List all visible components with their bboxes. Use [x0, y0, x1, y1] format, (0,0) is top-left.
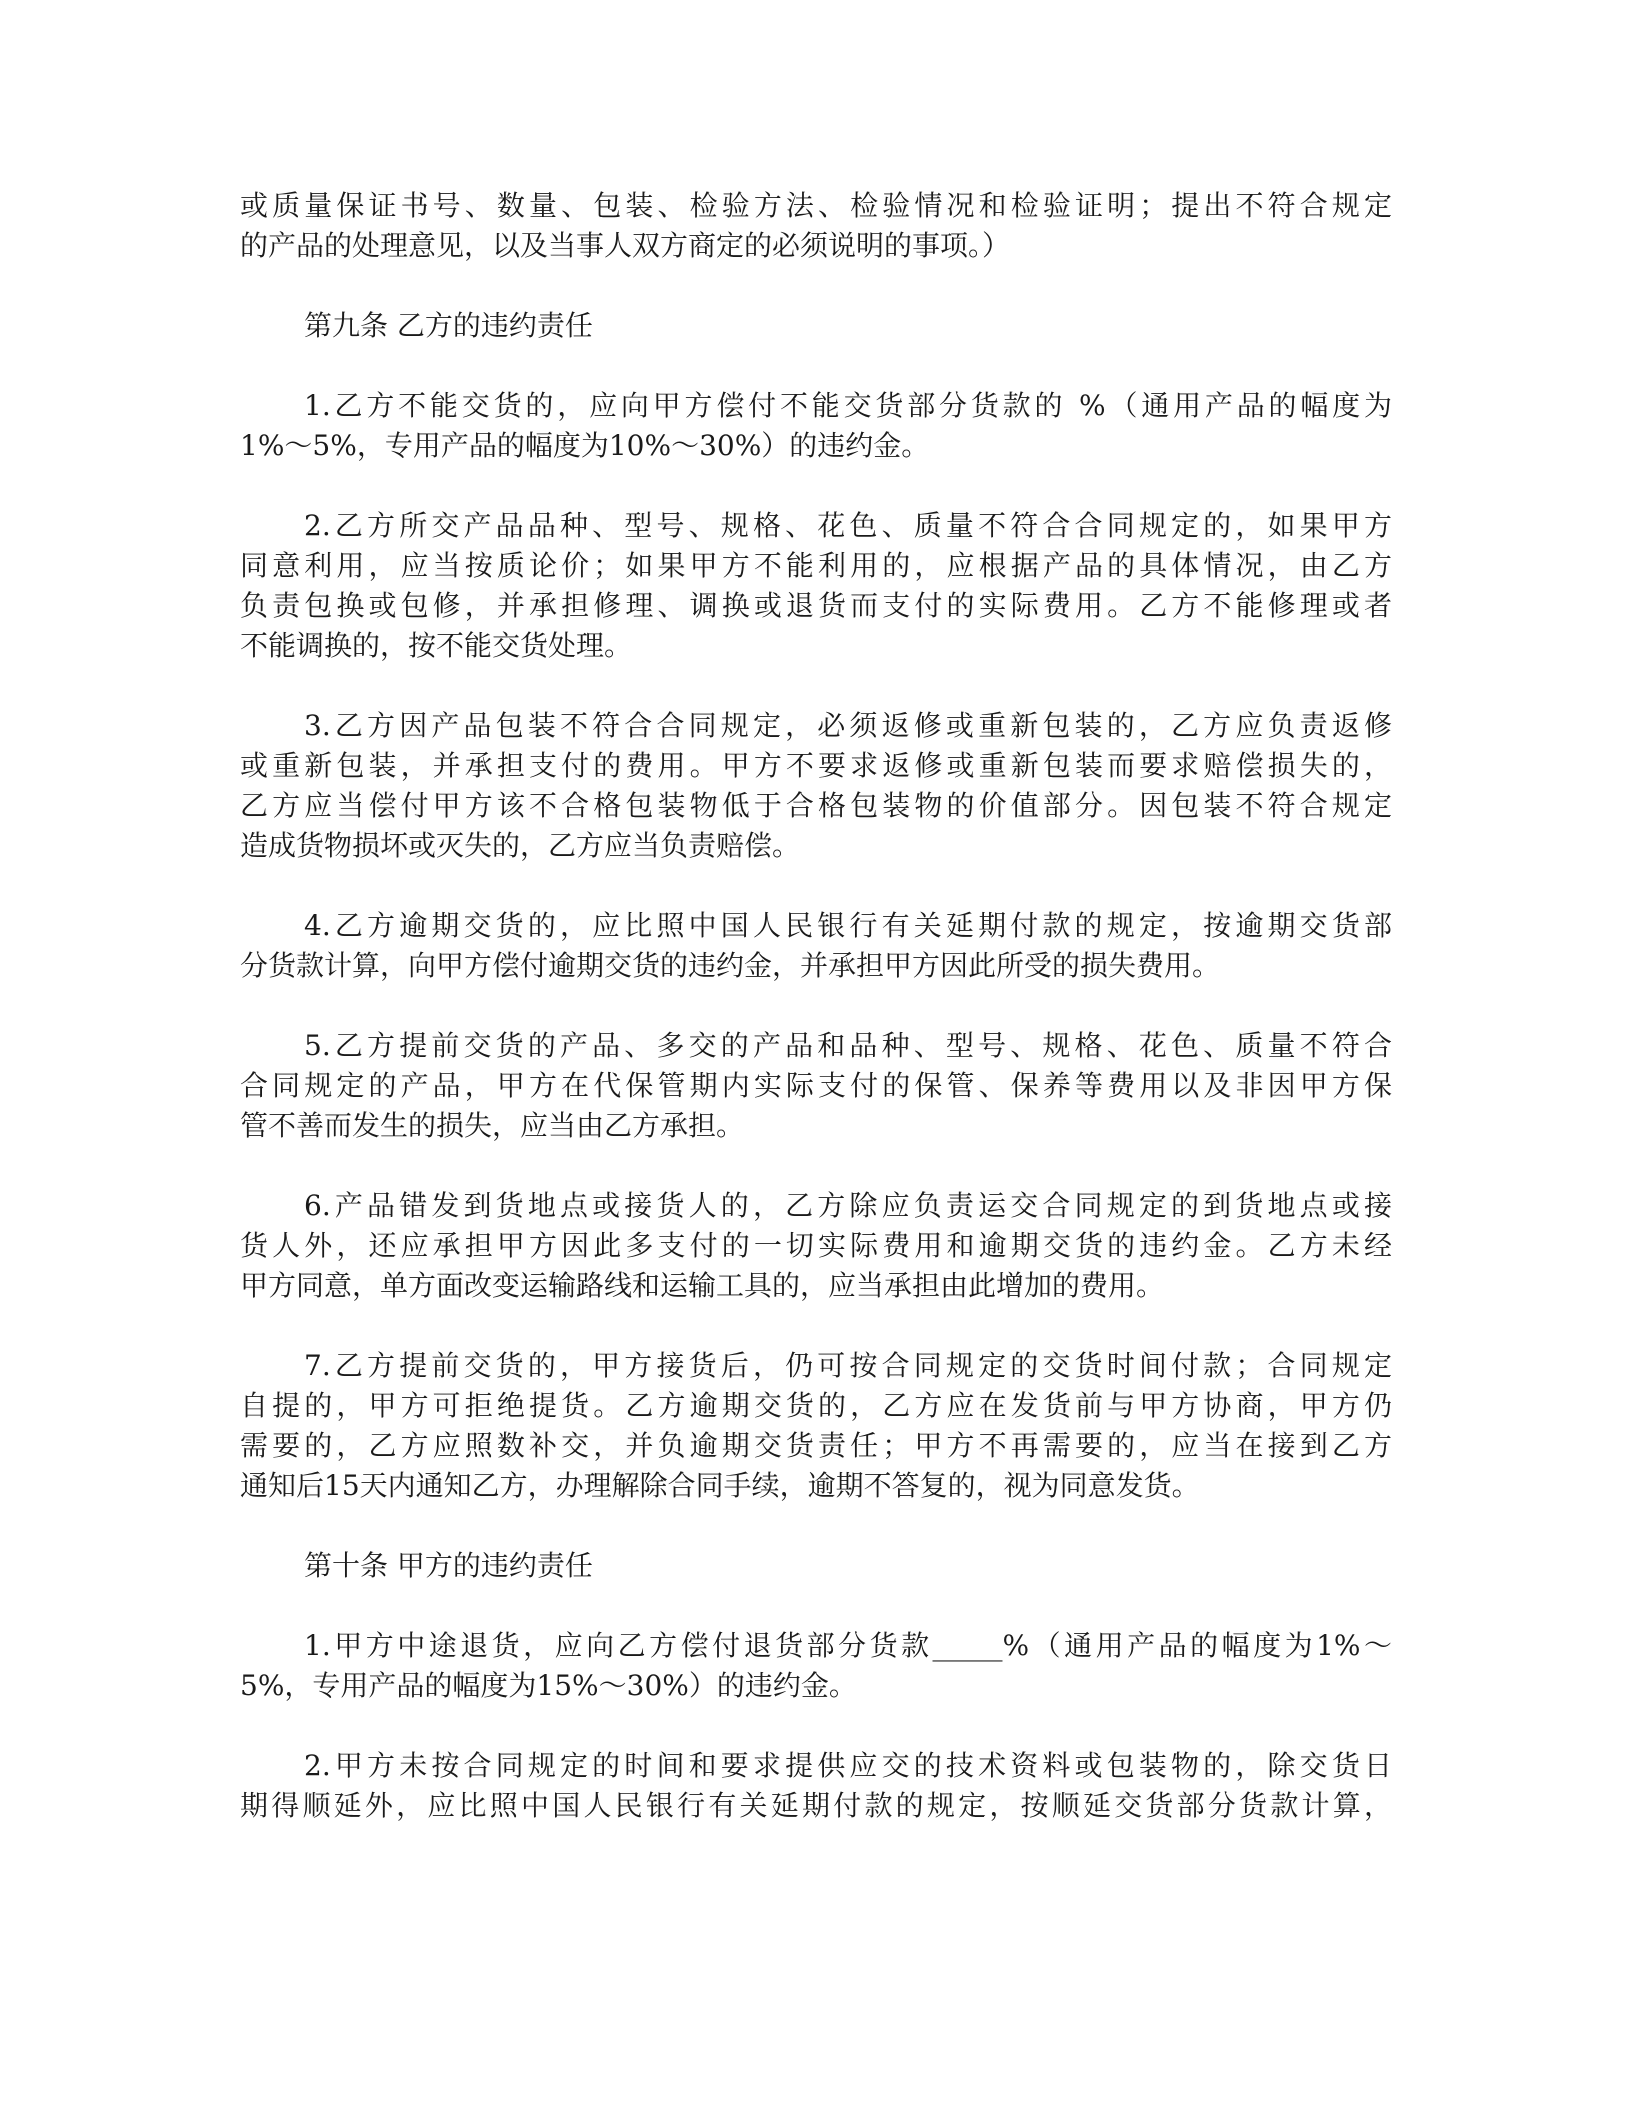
- text-line: 6.产品错发到货地点或接货人的，乙方除应负责运交合同规定的到货地点或接: [304, 1189, 1392, 1222]
- text-line: 7.乙方提前交货的，甲方接货后，仍可按合同规定的交货时间付款；合同规定: [304, 1349, 1392, 1382]
- text-line: 5%，专用产品的幅度为15%～30%）的违约金。: [240, 1669, 857, 1702]
- text-line: 或质量保证书号、数量、包装、检验方法、检验情况和检验证明；提出不符合规定: [240, 189, 1392, 222]
- text-line: 货人外，还应承担甲方因此多支付的一切实际费用和逾期交货的违约金。乙方未经: [240, 1229, 1392, 1262]
- text-line: 5.乙方提前交货的产品、多交的产品和品种、型号、规格、花色、质量不符合: [304, 1029, 1392, 1062]
- text-line: 需要的，乙方应照数补交，并负逾期交货责任；甲方不再需要的，应当在接到乙方: [240, 1429, 1392, 1462]
- article-9-heading: 第九条 乙方的违约责任: [304, 309, 593, 342]
- text-line: 不能调换的，按不能交货处理。: [240, 629, 633, 662]
- text-line: 2.甲方未按合同规定的时间和要求提供应交的技术资料或包装物的，除交货日: [304, 1749, 1392, 1782]
- text-line: 同意利用，应当按质论价；如果甲方不能利用的，应根据产品的具体情况，由乙方: [240, 549, 1392, 582]
- text-line: 负责包换或包修，并承担修理、调换或退货而支付的实际费用。乙方不能修理或者: [240, 589, 1392, 622]
- article-9-clause-3: [240, 706, 1392, 866]
- article-10-clause-1: [240, 1626, 1392, 1706]
- text-line: 自提的，甲方可拒绝提货。乙方逾期交货的，乙方应在发货前与甲方协商，甲方仍: [240, 1389, 1392, 1422]
- intro-paragraph: [240, 186, 1392, 266]
- text-line: 通知后15天内通知乙方，办理解除合同手续，逾期不答复的，视为同意发货。: [240, 1469, 1200, 1502]
- text-line: 造成货物损坏或灭失的，乙方应当负责赔偿。: [240, 829, 801, 862]
- article-9-clause-6: [240, 1186, 1392, 1306]
- article-10-heading: 第十条 甲方的违约责任: [304, 1549, 593, 1582]
- text-line: 1%～5%，专用产品的幅度为10%～30%）的违约金。: [240, 429, 930, 462]
- article-10-clause-2: [240, 1746, 1392, 1826]
- text-line: 甲方同意，单方面改变运输路线和运输工具的，应当承担由此增加的费用。: [240, 1269, 1165, 1302]
- article-9-clause-4: [240, 906, 1392, 986]
- text-line: 的产品的处理意见，以及当事人双方商定的必须说明的事项。）: [240, 229, 1011, 262]
- text-line: 2.乙方所交产品品种、型号、规格、花色、质量不符合合同规定的，如果甲方: [304, 509, 1392, 542]
- document-body: [240, 186, 1392, 1866]
- text-line: 或重新包装，并承担支付的费用。甲方不要求返修或重新包装而要求赔偿损失的，: [240, 749, 1392, 782]
- article-9-clause-5: [240, 1026, 1392, 1146]
- text-line: 期得顺延外，应比照中国人民银行有关延期付款的规定，按顺延交货部分货款计算，: [240, 1789, 1392, 1822]
- text-line: 1.乙方不能交货的，应向甲方偿付不能交货部分货款的 %（通用产品的幅度为: [304, 389, 1392, 422]
- article-9-clause-1: [240, 386, 1392, 466]
- text-line: 分货款计算，向甲方偿付逾期交货的违约金，并承担甲方因此所受的损失费用。: [240, 949, 1221, 982]
- text-line: 管不善而发生的损失，应当由乙方承担。: [240, 1109, 745, 1142]
- text-line: 4.乙方逾期交货的，应比照中国人民银行有关延期付款的规定，按逾期交货部: [304, 909, 1392, 942]
- text-line: 乙方应当偿付甲方该不合格包装物低于合格包装物的价值部分。因包装不符合规定: [240, 789, 1392, 822]
- article-9-clause-7: [240, 1346, 1392, 1506]
- text-line: 3.乙方因产品包装不符合合同规定，必须返修或重新包装的，乙方应负责返修: [304, 709, 1392, 742]
- article-9-clause-2: [240, 506, 1392, 666]
- text-line: 合同规定的产品，甲方在代保管期内实际支付的保管、保养等费用以及非因甲方保: [240, 1069, 1392, 1102]
- text-line: 1.甲方中途退货，应向乙方偿付退货部分货款_____%（通用产品的幅度为1%～: [304, 1629, 1392, 1662]
